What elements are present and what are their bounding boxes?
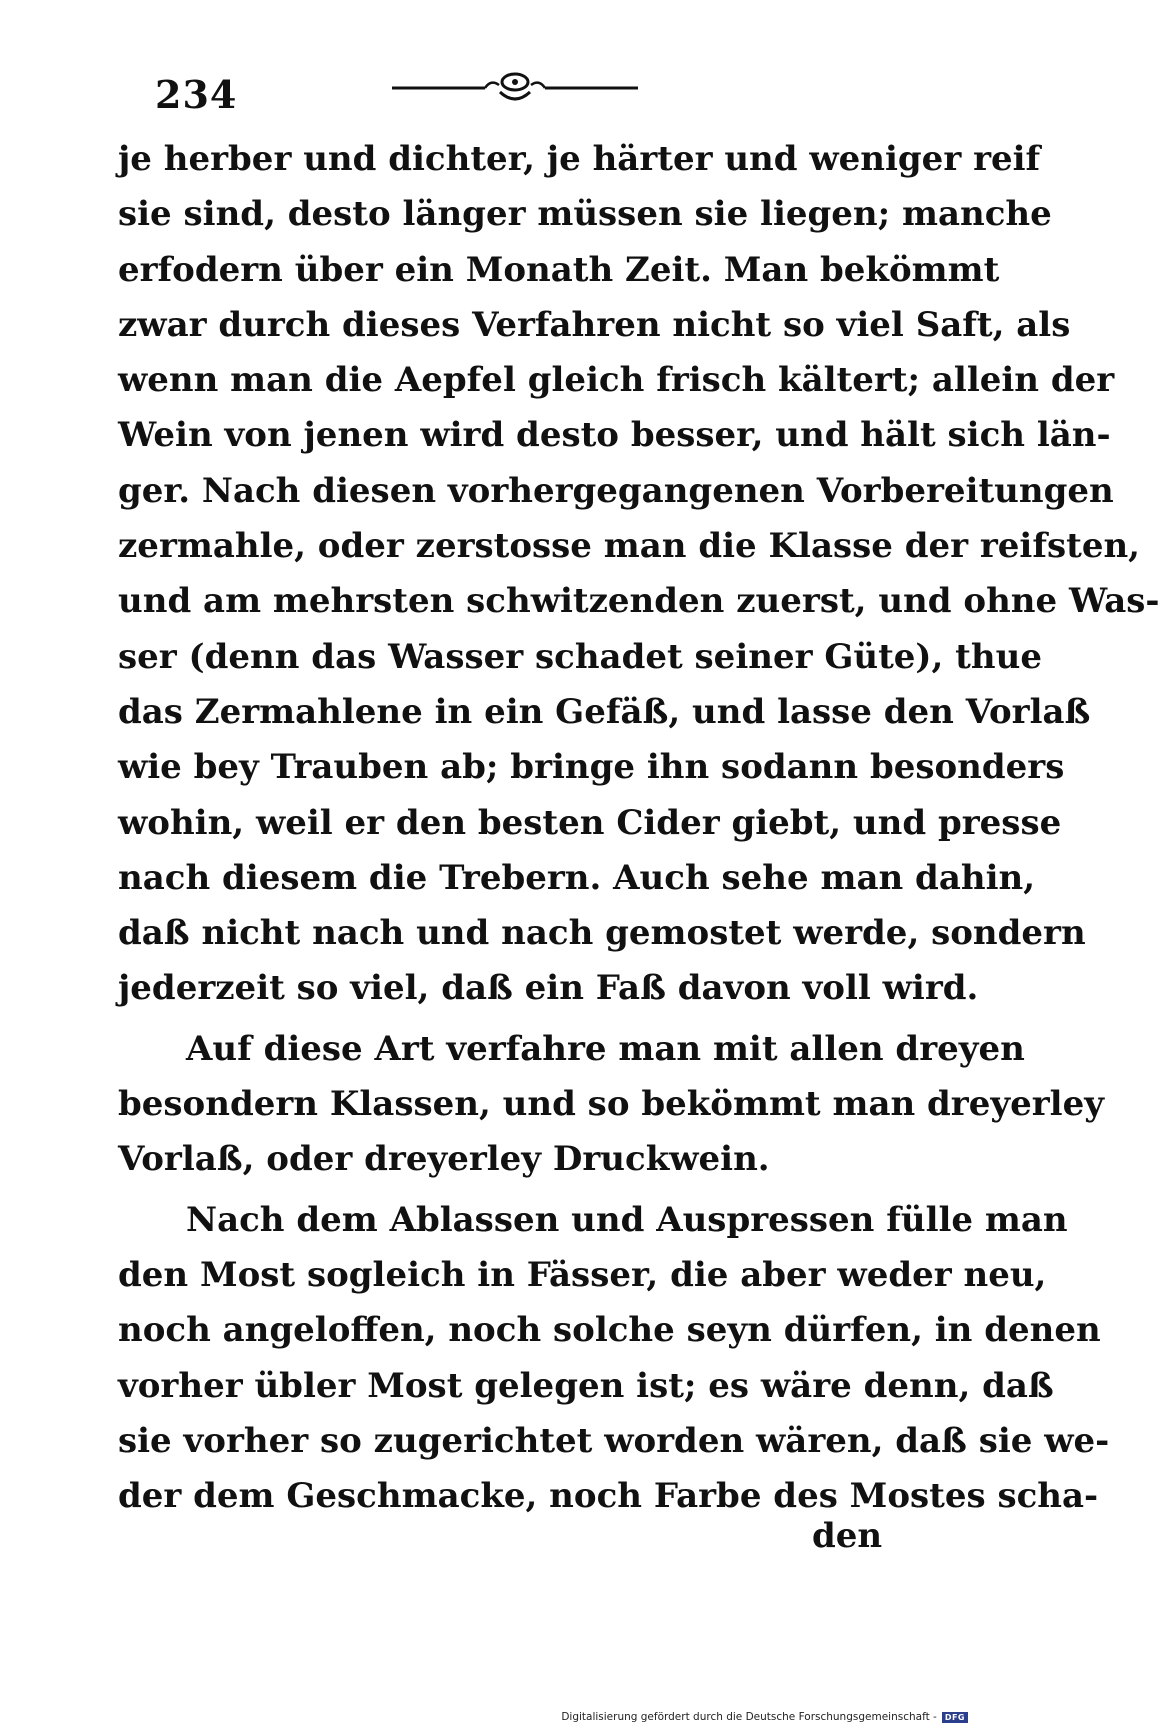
text-line: je herber und dichter, je härter und weniger reif [118,139,1041,179]
text-line: jederzeit so viel, daß ein Faß davon voll wird. [118,968,979,1009]
text-line: besondern Klassen, und so bekömmt man dreyerley [118,1084,1104,1125]
text-line: Wein von jenen wird desto besser, und hält sich län- [118,415,1111,456]
text-line: das Zermahlene in ein Gefäß, und lasse den Vorlaß [118,691,1091,732]
page-number: 234 [155,72,238,117]
text-line: und am mehrsten schwitzenden zuerst, und ohne Was- [118,581,1159,622]
body-text [118,132,1159,1524]
text-line: sie sind, desto länger müssen sie liegen; manche [118,194,1052,235]
text-line: den Most sogleich in Fässer, die aber weder neu, [118,1254,1047,1295]
text-line: ser (denn das Wasser schadet seiner Güte), thue [118,636,1042,677]
text-line: ger. Nach diesen vorhergegangenen Vorbereitungen [118,470,1114,511]
text-line: wie bey Trauben ab; bringe ihn sodann besonders [118,747,1065,788]
header-ornament-icon [390,70,640,110]
text-line: nach diesem die Trebern. Auch sehe man dahin, [118,857,1036,898]
text-line: daß nicht nach und nach gemostet werde, sondern [118,913,1086,954]
text-line: noch angeloffen, noch solche seyn dürfen, in denen [118,1310,1101,1351]
text-line: vorher übler Most gelegen ist; es wäre denn, daß [118,1365,1054,1406]
text-line: sie vorher so zugerichtet worden wären, daß sie we- [118,1420,1110,1461]
text-line: wohin, weil er den besten Cider giebt, und presse [118,802,1062,843]
credit-text: Digitalisierung gefördert durch die Deutsche Forschungsgemeinschaft - [561,1711,937,1723]
dfg-logo: DFG [942,1712,968,1723]
text-line: Auf diese Art verfahre man mit allen dreyen [186,1028,1025,1069]
digitization-credit [561,1711,968,1723]
text-line: zwar durch dieses Verfahren nicht so viel Saft, als [118,304,1071,345]
text-line: Nach dem Ablassen und Auspressen fülle man [186,1199,1068,1240]
catchword: den [812,1516,883,1556]
text-line: wenn man die Aepfel gleich frisch kältert; allein der [118,360,1115,401]
text-line: Vorlaß, oder dreyerley Druckwein. [118,1139,770,1180]
text-line: zermahle, oder zerstosse man die Klasse der reifsten, [118,526,1141,567]
text-line: erfodern über ein Monath Zeit. Man bekömmt [118,249,1000,290]
text-line: der dem Geschmacke, noch Farbe des Mostes scha- [118,1476,1099,1517]
